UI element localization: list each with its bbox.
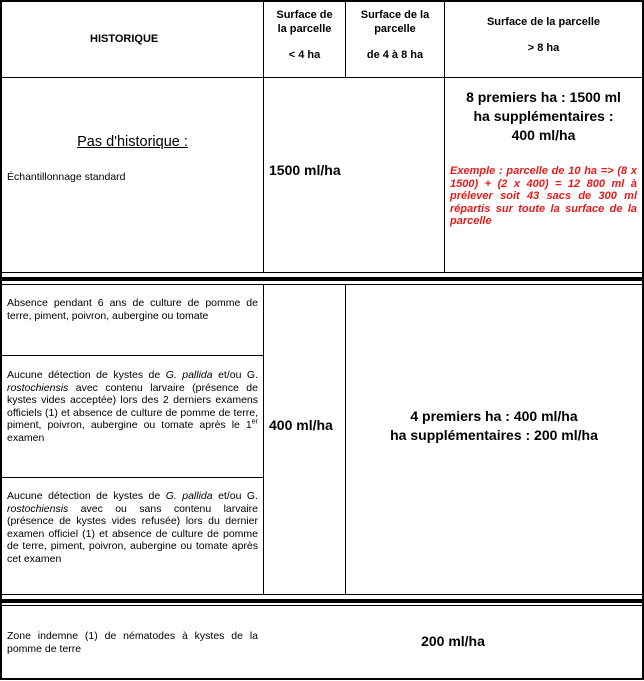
row2-species-2: rostochiensis [7,381,69,394]
header-col3-line1: Surface de la [360,9,430,21]
row3-species-2: rostochiensis [7,502,69,515]
block1-bottom-line [0,272,644,273]
block2-big-line2: ha supplémentaires : 200 ml/ha [390,427,598,443]
header-col4 [445,15,642,55]
block3-top-line [0,605,644,606]
block2-bottom-line [0,594,644,595]
block1-rate: 1500 ml/ha [269,162,341,178]
row2-bottom-line [0,477,263,478]
header-col3 [346,8,444,62]
border-top [0,0,644,2]
row2-text-c: avec contenu larvaire (présence de kystes vides acceptée) lors des 2 derniers examens officiels (1) et absence de culture de pomme de terre, piment, poivron, aubergine ou tomate après le 1 [7,381,258,432]
row2-text-a: Aucune détection de kystes de [7,369,166,381]
border-bottom [0,678,644,680]
no-history-title: Pas d'historique : [77,134,188,150]
criterion-2-exams [7,369,258,445]
header-col4-line2: > 8 ha [527,42,560,54]
header-col2-line3: < 4 ha [288,49,321,61]
block2-rate: 400 ml/ha [269,417,333,433]
row2-text-d: examen [7,431,45,444]
border-left [0,0,2,680]
row2-species-1: G. pallida [165,369,213,381]
row3-species-1: G. pallida [165,490,213,502]
block3-rate: 200 ml/ha [421,633,485,649]
block2-large-parcel [346,407,642,445]
standard-sampling-text: Échantillonnage standard [7,171,126,183]
block1-large-parcel [445,88,642,145]
header-col2-line2: la parcelle [277,23,332,35]
header-col3-line3: de 4 à 8 ha [366,49,424,61]
header-bottom-line [0,77,644,78]
header-col2-line1: Surface de [276,9,333,21]
block1-big-line3: 400 ml/ha [511,127,576,143]
header-historique: HISTORIQUE [90,33,159,45]
col-divider-1b [263,284,264,595]
criterion-6-years: Absence pendant 6 ans de culture de pomme de terre, piment, poivron, aubergine ou tomate [7,297,258,322]
criterion-last-exam [7,490,258,566]
row1-bottom-line [0,355,263,356]
example-calculation: Exemple : parcelle de 10 ha => (8 x 1500) + (2 x 400) = 12 800 ml à prélever soit 43 sacs de 300 ml répartis sur toute la surface de la parcelle [450,165,637,228]
block2-big-line1: 4 premiers ha : 400 ml/ha [410,408,578,424]
pest-free-zone-text: Zone indemne (1) de nématodes à kystes de la pomme de terre [7,630,258,655]
row3-text-b: et/ou G. [212,490,259,502]
row3-text-c: avec ou sans contenu larvaire (présence de kystes vides refusée) lors du dernier examen officiel (1) et absence de culture de pomme de terre, piment, poivron, aubergine ou tomate après cet examen [7,502,258,565]
block1-big-line2: ha supplémentaires : [473,108,614,124]
row3-text-a: Aucune détection de kystes de [7,490,166,502]
header-col2 [264,8,345,62]
row2-superscript: er [251,418,258,426]
header-col4-line1: Surface de la parcelle [486,16,601,28]
row2-text-b: et/ou G. [212,369,259,381]
thick-separator-2 [0,599,644,603]
block1-big-line1: 8 premiers ha : 1500 ml [466,89,621,105]
thick-separator-1 [0,277,644,281]
header-col3-line2: parcelle [374,23,416,35]
block2-top-line [0,284,644,285]
